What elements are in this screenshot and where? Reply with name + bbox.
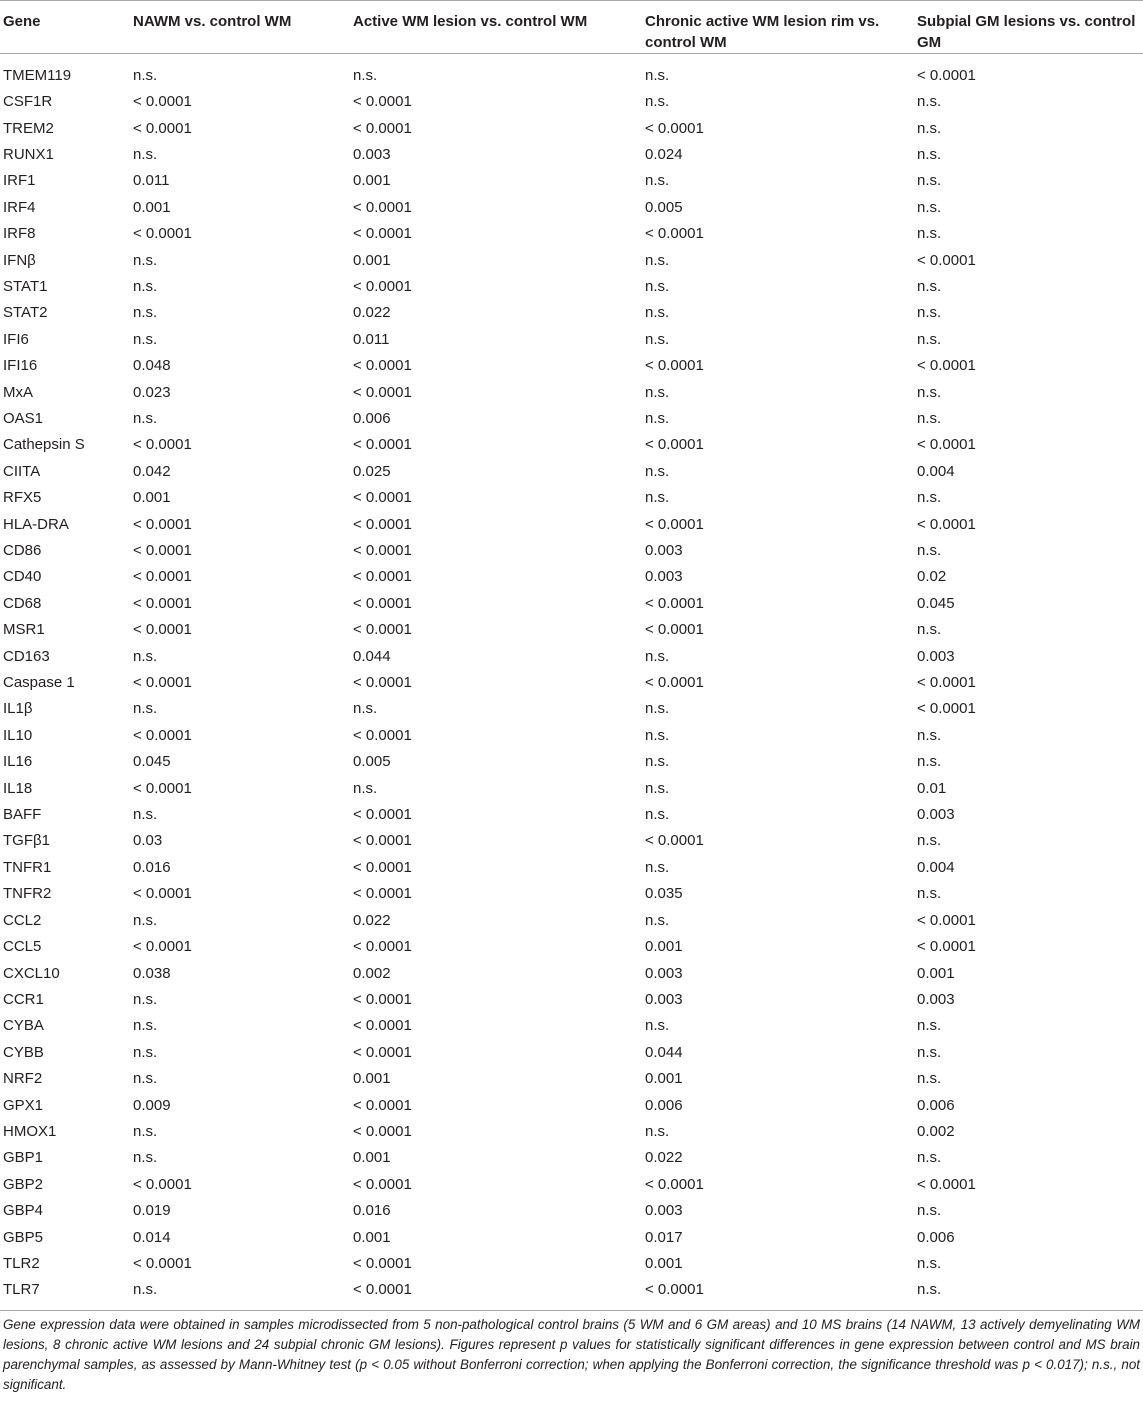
cell-nawm: n.s. <box>133 277 158 295</box>
cell-subpial-gm: n.s. <box>917 277 942 295</box>
cell-active-wm: < 0.0001 <box>353 198 412 216</box>
table-row <box>0 326 1143 352</box>
cell-nawm: n.s. <box>133 330 158 348</box>
cell-subpial-gm: n.s. <box>917 542 942 560</box>
cell-subpial-gm: < 0.0001 <box>917 938 976 956</box>
cell-active-wm: 0.022 <box>353 304 391 322</box>
cell-gene: TREM2 <box>3 119 54 137</box>
cell-chronic-active-wm: 0.003 <box>645 990 683 1008</box>
cell-nawm: n.s. <box>133 990 158 1008</box>
cell-active-wm: 0.002 <box>353 964 391 982</box>
cell-gene: IL16 <box>3 753 33 771</box>
cell-chronic-active-wm: < 0.0001 <box>645 119 704 137</box>
table-row <box>0 1145 1143 1171</box>
cell-subpial-gm: < 0.0001 <box>917 1175 976 1193</box>
cell-subpial-gm: n.s. <box>917 172 942 190</box>
cell-chronic-active-wm: n.s. <box>645 409 670 427</box>
cell-chronic-active-wm: < 0.0001 <box>645 225 704 243</box>
cell-nawm: 0.023 <box>133 383 171 401</box>
table-row <box>0 485 1143 511</box>
cell-chronic-active-wm: < 0.0001 <box>645 594 704 612</box>
cell-gene: IL10 <box>3 726 33 744</box>
cell-active-wm: 0.003 <box>353 145 391 163</box>
table-row <box>0 986 1143 1012</box>
cell-nawm: n.s. <box>133 66 158 84</box>
table-row <box>0 1013 1143 1039</box>
cell-active-wm: < 0.0001 <box>353 1017 412 1035</box>
cell-chronic-active-wm: n.s. <box>645 911 670 929</box>
table-row <box>0 141 1143 167</box>
table-row <box>0 933 1143 959</box>
cell-chronic-active-wm: < 0.0001 <box>645 832 704 850</box>
cell-active-wm: 0.044 <box>353 647 391 665</box>
cell-gene: CD68 <box>3 594 42 612</box>
cell-nawm: < 0.0001 <box>133 726 192 744</box>
cell-gene: TMEM119 <box>3 66 72 84</box>
cell-subpial-gm: 0.001 <box>917 964 955 982</box>
cell-active-wm: < 0.0001 <box>353 383 412 401</box>
cell-chronic-active-wm: n.s. <box>645 330 670 348</box>
table-row <box>0 300 1143 326</box>
cell-chronic-active-wm: 0.022 <box>645 1149 683 1167</box>
cell-active-wm: 0.022 <box>353 911 391 929</box>
cell-nawm: 0.019 <box>133 1202 171 1220</box>
cell-subpial-gm: n.s. <box>917 1254 942 1272</box>
cell-active-wm: < 0.0001 <box>353 990 412 1008</box>
table-row <box>0 273 1143 299</box>
cell-active-wm: n.s. <box>353 66 378 84</box>
cell-gene: TLR7 <box>3 1281 40 1299</box>
header-subpial-gm: Subpial GM lesions vs. control GM <box>917 1 1143 54</box>
header-chronic-active-wm: Chronic active WM lesion rim vs. control WM <box>645 1 917 54</box>
cell-gene: CCL2 <box>3 911 42 929</box>
cell-gene: CD40 <box>3 568 42 586</box>
cell-gene: IRF8 <box>3 225 36 243</box>
table-row <box>0 168 1143 194</box>
table-row <box>0 1197 1143 1223</box>
table-row <box>0 115 1143 141</box>
cell-chronic-active-wm: n.s. <box>645 462 670 480</box>
cell-gene: HLA-DRA <box>3 515 69 533</box>
cell-nawm: < 0.0001 <box>133 594 192 612</box>
table-row <box>0 405 1143 431</box>
cell-nawm: 0.048 <box>133 357 171 375</box>
cell-chronic-active-wm: n.s. <box>645 779 670 797</box>
cell-subpial-gm: 0.003 <box>917 806 955 824</box>
table-row <box>0 1092 1143 1118</box>
table-row <box>0 458 1143 484</box>
cell-subpial-gm: < 0.0001 <box>917 911 976 929</box>
cell-gene: BAFF <box>3 806 42 824</box>
header-gene: Gene <box>0 1 133 54</box>
cell-subpial-gm: n.s. <box>917 621 942 639</box>
cell-subpial-gm: n.s. <box>917 1202 942 1220</box>
cell-gene: IRF4 <box>3 198 36 216</box>
table-row <box>0 828 1143 854</box>
cell-gene: IFI6 <box>3 330 29 348</box>
cell-active-wm: < 0.0001 <box>353 832 412 850</box>
table-row <box>0 775 1143 801</box>
table-row <box>0 643 1143 669</box>
cell-subpial-gm: n.s. <box>917 225 942 243</box>
cell-subpial-gm: n.s. <box>917 832 942 850</box>
table-row <box>0 88 1143 114</box>
cell-gene: HMOX1 <box>3 1122 57 1140</box>
cell-active-wm: < 0.0001 <box>353 1175 412 1193</box>
cell-chronic-active-wm: 0.024 <box>645 145 683 163</box>
cell-nawm: < 0.0001 <box>133 1175 192 1193</box>
cell-chronic-active-wm: n.s. <box>645 700 670 718</box>
cell-gene: IRF1 <box>3 172 36 190</box>
cell-active-wm: < 0.0001 <box>353 515 412 533</box>
cell-subpial-gm: n.s. <box>917 145 942 163</box>
table-row <box>0 220 1143 246</box>
cell-chronic-active-wm: 0.003 <box>645 542 683 560</box>
cell-chronic-active-wm: < 0.0001 <box>645 621 704 639</box>
cell-nawm: n.s. <box>133 251 158 269</box>
cell-gene: IL18 <box>3 779 33 797</box>
cell-active-wm: < 0.0001 <box>353 225 412 243</box>
table-row <box>0 749 1143 775</box>
cell-gene: CIITA <box>3 462 41 480</box>
cell-nawm: < 0.0001 <box>133 225 192 243</box>
cell-chronic-active-wm: n.s. <box>645 647 670 665</box>
cell-active-wm: < 0.0001 <box>353 93 412 111</box>
cell-active-wm: 0.011 <box>353 330 390 348</box>
cell-chronic-active-wm: n.s. <box>645 383 670 401</box>
cell-nawm: < 0.0001 <box>133 1254 192 1272</box>
cell-gene: MxA <box>3 383 33 401</box>
cell-active-wm: < 0.0001 <box>353 621 412 639</box>
cell-active-wm: < 0.0001 <box>353 277 412 295</box>
cell-gene: GPX1 <box>3 1096 44 1114</box>
cell-subpial-gm: n.s. <box>917 409 942 427</box>
table-row <box>0 564 1143 590</box>
cell-subpial-gm: < 0.0001 <box>917 515 976 533</box>
table-row <box>0 1250 1143 1276</box>
cell-subpial-gm: n.s. <box>917 1043 942 1061</box>
cell-nawm: < 0.0001 <box>133 436 192 454</box>
cell-nawm: n.s. <box>133 806 158 824</box>
cell-chronic-active-wm: < 0.0001 <box>645 515 704 533</box>
table-row <box>0 1224 1143 1250</box>
cell-active-wm: < 0.0001 <box>353 542 412 560</box>
cell-chronic-active-wm: n.s. <box>645 806 670 824</box>
cell-nawm: n.s. <box>133 145 158 163</box>
cell-nawm: 0.042 <box>133 462 171 480</box>
table-row <box>0 1039 1143 1065</box>
cell-chronic-active-wm: n.s. <box>645 251 670 269</box>
cell-subpial-gm: 0.002 <box>917 1122 955 1140</box>
cell-nawm: < 0.0001 <box>133 515 192 533</box>
cell-active-wm: < 0.0001 <box>353 357 412 375</box>
cell-gene: STAT2 <box>3 304 48 322</box>
cell-gene: GBP2 <box>3 1175 44 1193</box>
cell-gene: CCR1 <box>3 990 44 1008</box>
table-row <box>0 379 1143 405</box>
cell-gene: CCL5 <box>3 938 42 956</box>
cell-subpial-gm: n.s. <box>917 753 942 771</box>
cell-active-wm: < 0.0001 <box>353 858 412 876</box>
cell-active-wm: < 0.0001 <box>353 726 412 744</box>
cell-gene: RUNX1 <box>3 145 54 163</box>
cell-active-wm: < 0.0001 <box>353 1043 412 1061</box>
cell-chronic-active-wm: 0.001 <box>645 1070 683 1088</box>
cell-gene: IFNβ <box>3 251 36 269</box>
cell-active-wm: < 0.0001 <box>353 119 412 137</box>
cell-chronic-active-wm: < 0.0001 <box>645 1281 704 1299</box>
cell-gene: GBP1 <box>3 1149 44 1167</box>
cell-active-wm: < 0.0001 <box>353 674 412 692</box>
table-header <box>0 1 1143 54</box>
cell-active-wm: < 0.0001 <box>353 436 412 454</box>
cell-subpial-gm: 0.01 <box>917 779 947 797</box>
cell-chronic-active-wm: 0.006 <box>645 1096 683 1114</box>
table-row <box>0 881 1143 907</box>
cell-nawm: < 0.0001 <box>133 93 192 111</box>
cell-nawm: n.s. <box>133 647 158 665</box>
table-row <box>0 590 1143 616</box>
cell-subpial-gm: 0.004 <box>917 462 955 480</box>
table-row <box>0 247 1143 273</box>
cell-subpial-gm: n.s. <box>917 885 942 903</box>
cell-gene: STAT1 <box>3 277 48 295</box>
table-footnote: Gene expression data were obtained in samples microdissected from 5 non-pathological control brains (5 WM and 6 GM areas) and 10 MS brains (14 NAWM, 13 actively demyelinating WM lesions, 8 chronic active WM lesions and 24 subpial chronic GM lesions). Figures represent p values for statistically significant differences in gene expression between control and MS brain parenchymal samples, as assessed by Mann-Whitney test (p < 0.05 without Bonferroni correction; when applying the Bonferroni correction, the significance threshold was p < 0.017); n.s., not significant. <box>0 1310 1143 1395</box>
cell-nawm: n.s. <box>133 1017 158 1035</box>
cell-subpial-gm: n.s. <box>917 1281 942 1299</box>
cell-chronic-active-wm: < 0.0001 <box>645 357 704 375</box>
cell-active-wm: < 0.0001 <box>353 1096 412 1114</box>
cell-gene: GBP5 <box>3 1228 44 1246</box>
cell-nawm: < 0.0001 <box>133 938 192 956</box>
cell-active-wm: < 0.0001 <box>353 489 412 507</box>
cell-active-wm: 0.016 <box>353 1202 391 1220</box>
table-row <box>0 696 1143 722</box>
cell-active-wm: < 0.0001 <box>353 1281 412 1299</box>
cell-gene: MSR1 <box>3 621 45 639</box>
cell-subpial-gm: < 0.0001 <box>917 251 976 269</box>
cell-subpial-gm: 0.004 <box>917 858 955 876</box>
table-row <box>0 1065 1143 1091</box>
cell-nawm: < 0.0001 <box>133 621 192 639</box>
cell-nawm: n.s. <box>133 409 158 427</box>
cell-nawm: < 0.0001 <box>133 885 192 903</box>
cell-gene: IL1β <box>3 700 33 718</box>
cell-chronic-active-wm: 0.003 <box>645 568 683 586</box>
header-row <box>0 1 1143 54</box>
cell-active-wm: < 0.0001 <box>353 568 412 586</box>
cell-nawm: n.s. <box>133 1122 158 1140</box>
cell-nawm: 0.011 <box>133 172 170 190</box>
cell-nawm: n.s. <box>133 1043 158 1061</box>
cell-active-wm: < 0.0001 <box>353 594 412 612</box>
cell-subpial-gm: n.s. <box>917 1017 942 1035</box>
header-active-wm: Active WM lesion vs. control WM <box>353 1 645 54</box>
cell-active-wm: 0.001 <box>353 1149 391 1167</box>
cell-subpial-gm: n.s. <box>917 198 942 216</box>
table-row <box>0 1118 1143 1144</box>
cell-chronic-active-wm: < 0.0001 <box>645 436 704 454</box>
cell-gene: IFI16 <box>3 357 38 375</box>
table-row <box>0 617 1143 643</box>
cell-gene: RFX5 <box>3 489 42 507</box>
cell-subpial-gm: n.s. <box>917 304 942 322</box>
cell-gene: TNFR1 <box>3 858 52 876</box>
cell-active-wm: 0.025 <box>353 462 391 480</box>
cell-active-wm: < 0.0001 <box>353 806 412 824</box>
cell-nawm: 0.001 <box>133 489 171 507</box>
cell-chronic-active-wm: 0.003 <box>645 964 683 982</box>
cell-active-wm: n.s. <box>353 700 378 718</box>
cell-chronic-active-wm: n.s. <box>645 93 670 111</box>
table-row <box>0 1277 1143 1306</box>
cell-chronic-active-wm: 0.003 <box>645 1202 683 1220</box>
cell-gene: NRF2 <box>3 1070 43 1088</box>
cell-chronic-active-wm: n.s. <box>645 66 670 84</box>
cell-nawm: n.s. <box>133 1281 158 1299</box>
table-row <box>0 907 1143 933</box>
cell-gene: TNFR2 <box>3 885 52 903</box>
cell-nawm: 0.045 <box>133 753 171 771</box>
cell-chronic-active-wm: n.s. <box>645 726 670 744</box>
cell-gene: CSF1R <box>3 93 53 111</box>
cell-chronic-active-wm: 0.035 <box>645 885 683 903</box>
cell-gene: TGFβ1 <box>3 832 50 850</box>
cell-subpial-gm: 0.045 <box>917 594 955 612</box>
table-row <box>0 801 1143 827</box>
cell-subpial-gm: 0.006 <box>917 1096 955 1114</box>
cell-nawm: n.s. <box>133 1149 158 1167</box>
cell-active-wm: 0.005 <box>353 753 391 771</box>
cell-chronic-active-wm: 0.001 <box>645 938 683 956</box>
cell-nawm: 0.03 <box>133 832 163 850</box>
cell-nawm: < 0.0001 <box>133 568 192 586</box>
cell-subpial-gm: 0.003 <box>917 990 955 1008</box>
cell-gene: CD163 <box>3 647 50 665</box>
table-row <box>0 511 1143 537</box>
cell-subpial-gm: < 0.0001 <box>917 357 976 375</box>
cell-subpial-gm: n.s. <box>917 726 942 744</box>
cell-nawm: < 0.0001 <box>133 542 192 560</box>
cell-gene: OAS1 <box>3 409 44 427</box>
table-body <box>0 54 1143 1307</box>
cell-chronic-active-wm: 0.005 <box>645 198 683 216</box>
cell-gene: TLR2 <box>3 1254 40 1272</box>
cell-chronic-active-wm: 0.017 <box>645 1228 683 1246</box>
cell-active-wm: n.s. <box>353 779 378 797</box>
cell-subpial-gm: n.s. <box>917 119 942 137</box>
cell-chronic-active-wm: < 0.0001 <box>645 1175 704 1193</box>
cell-nawm: n.s. <box>133 911 158 929</box>
table-row <box>0 669 1143 695</box>
cell-chronic-active-wm: < 0.0001 <box>645 674 704 692</box>
cell-nawm: 0.001 <box>133 198 171 216</box>
cell-active-wm: 0.001 <box>353 1228 391 1246</box>
cell-gene: CD86 <box>3 542 42 560</box>
cell-chronic-active-wm: n.s. <box>645 277 670 295</box>
cell-nawm: < 0.0001 <box>133 674 192 692</box>
cell-gene: Cathepsin S <box>3 436 85 454</box>
cell-gene: CYBB <box>3 1043 44 1061</box>
table-row <box>0 960 1143 986</box>
table-row <box>0 194 1143 220</box>
cell-active-wm: < 0.0001 <box>353 1122 412 1140</box>
cell-chronic-active-wm: n.s. <box>645 1017 670 1035</box>
cell-active-wm: < 0.0001 <box>353 938 412 956</box>
cell-active-wm: < 0.0001 <box>353 885 412 903</box>
header-nawm: NAWM vs. control WM <box>133 1 353 54</box>
cell-nawm: 0.038 <box>133 964 171 982</box>
cell-subpial-gm: n.s. <box>917 383 942 401</box>
cell-nawm: n.s. <box>133 304 158 322</box>
cell-subpial-gm: < 0.0001 <box>917 674 976 692</box>
cell-nawm: 0.009 <box>133 1096 171 1114</box>
cell-active-wm: 0.001 <box>353 172 391 190</box>
table-row <box>0 722 1143 748</box>
cell-subpial-gm: < 0.0001 <box>917 700 976 718</box>
cell-subpial-gm: n.s. <box>917 1070 942 1088</box>
table-row <box>0 432 1143 458</box>
cell-active-wm: 0.006 <box>353 409 391 427</box>
cell-gene: CXCL10 <box>3 964 60 982</box>
table-row <box>0 1171 1143 1197</box>
cell-nawm: < 0.0001 <box>133 779 192 797</box>
cell-chronic-active-wm: 0.001 <box>645 1254 683 1272</box>
cell-nawm: 0.014 <box>133 1228 171 1246</box>
cell-subpial-gm: 0.003 <box>917 647 955 665</box>
cell-active-wm: 0.001 <box>353 1070 391 1088</box>
cell-chronic-active-wm: n.s. <box>645 172 670 190</box>
table-row <box>0 352 1143 378</box>
cell-active-wm: < 0.0001 <box>353 1254 412 1272</box>
cell-gene: GBP4 <box>3 1202 44 1220</box>
table-row <box>0 854 1143 880</box>
cell-chronic-active-wm: n.s. <box>645 753 670 771</box>
cell-active-wm: 0.001 <box>353 251 391 269</box>
cell-chronic-active-wm: n.s. <box>645 489 670 507</box>
table-row <box>0 54 1143 89</box>
cell-subpial-gm: n.s. <box>917 489 942 507</box>
cell-chronic-active-wm: n.s. <box>645 1122 670 1140</box>
cell-nawm: < 0.0001 <box>133 119 192 137</box>
cell-subpial-gm: n.s. <box>917 93 942 111</box>
cell-chronic-active-wm: n.s. <box>645 304 670 322</box>
cell-nawm: n.s. <box>133 1070 158 1088</box>
cell-gene: CYBA <box>3 1017 44 1035</box>
cell-subpial-gm: n.s. <box>917 1149 942 1167</box>
cell-subpial-gm: 0.006 <box>917 1228 955 1246</box>
cell-nawm: n.s. <box>133 700 158 718</box>
cell-subpial-gm: n.s. <box>917 330 942 348</box>
cell-subpial-gm: < 0.0001 <box>917 436 976 454</box>
table-row <box>0 537 1143 563</box>
cell-nawm: 0.016 <box>133 858 171 876</box>
cell-chronic-active-wm: 0.044 <box>645 1043 683 1061</box>
cell-chronic-active-wm: n.s. <box>645 858 670 876</box>
cell-gene: Caspase 1 <box>3 674 75 692</box>
cell-subpial-gm: < 0.0001 <box>917 66 976 84</box>
cell-subpial-gm: 0.02 <box>917 568 947 586</box>
